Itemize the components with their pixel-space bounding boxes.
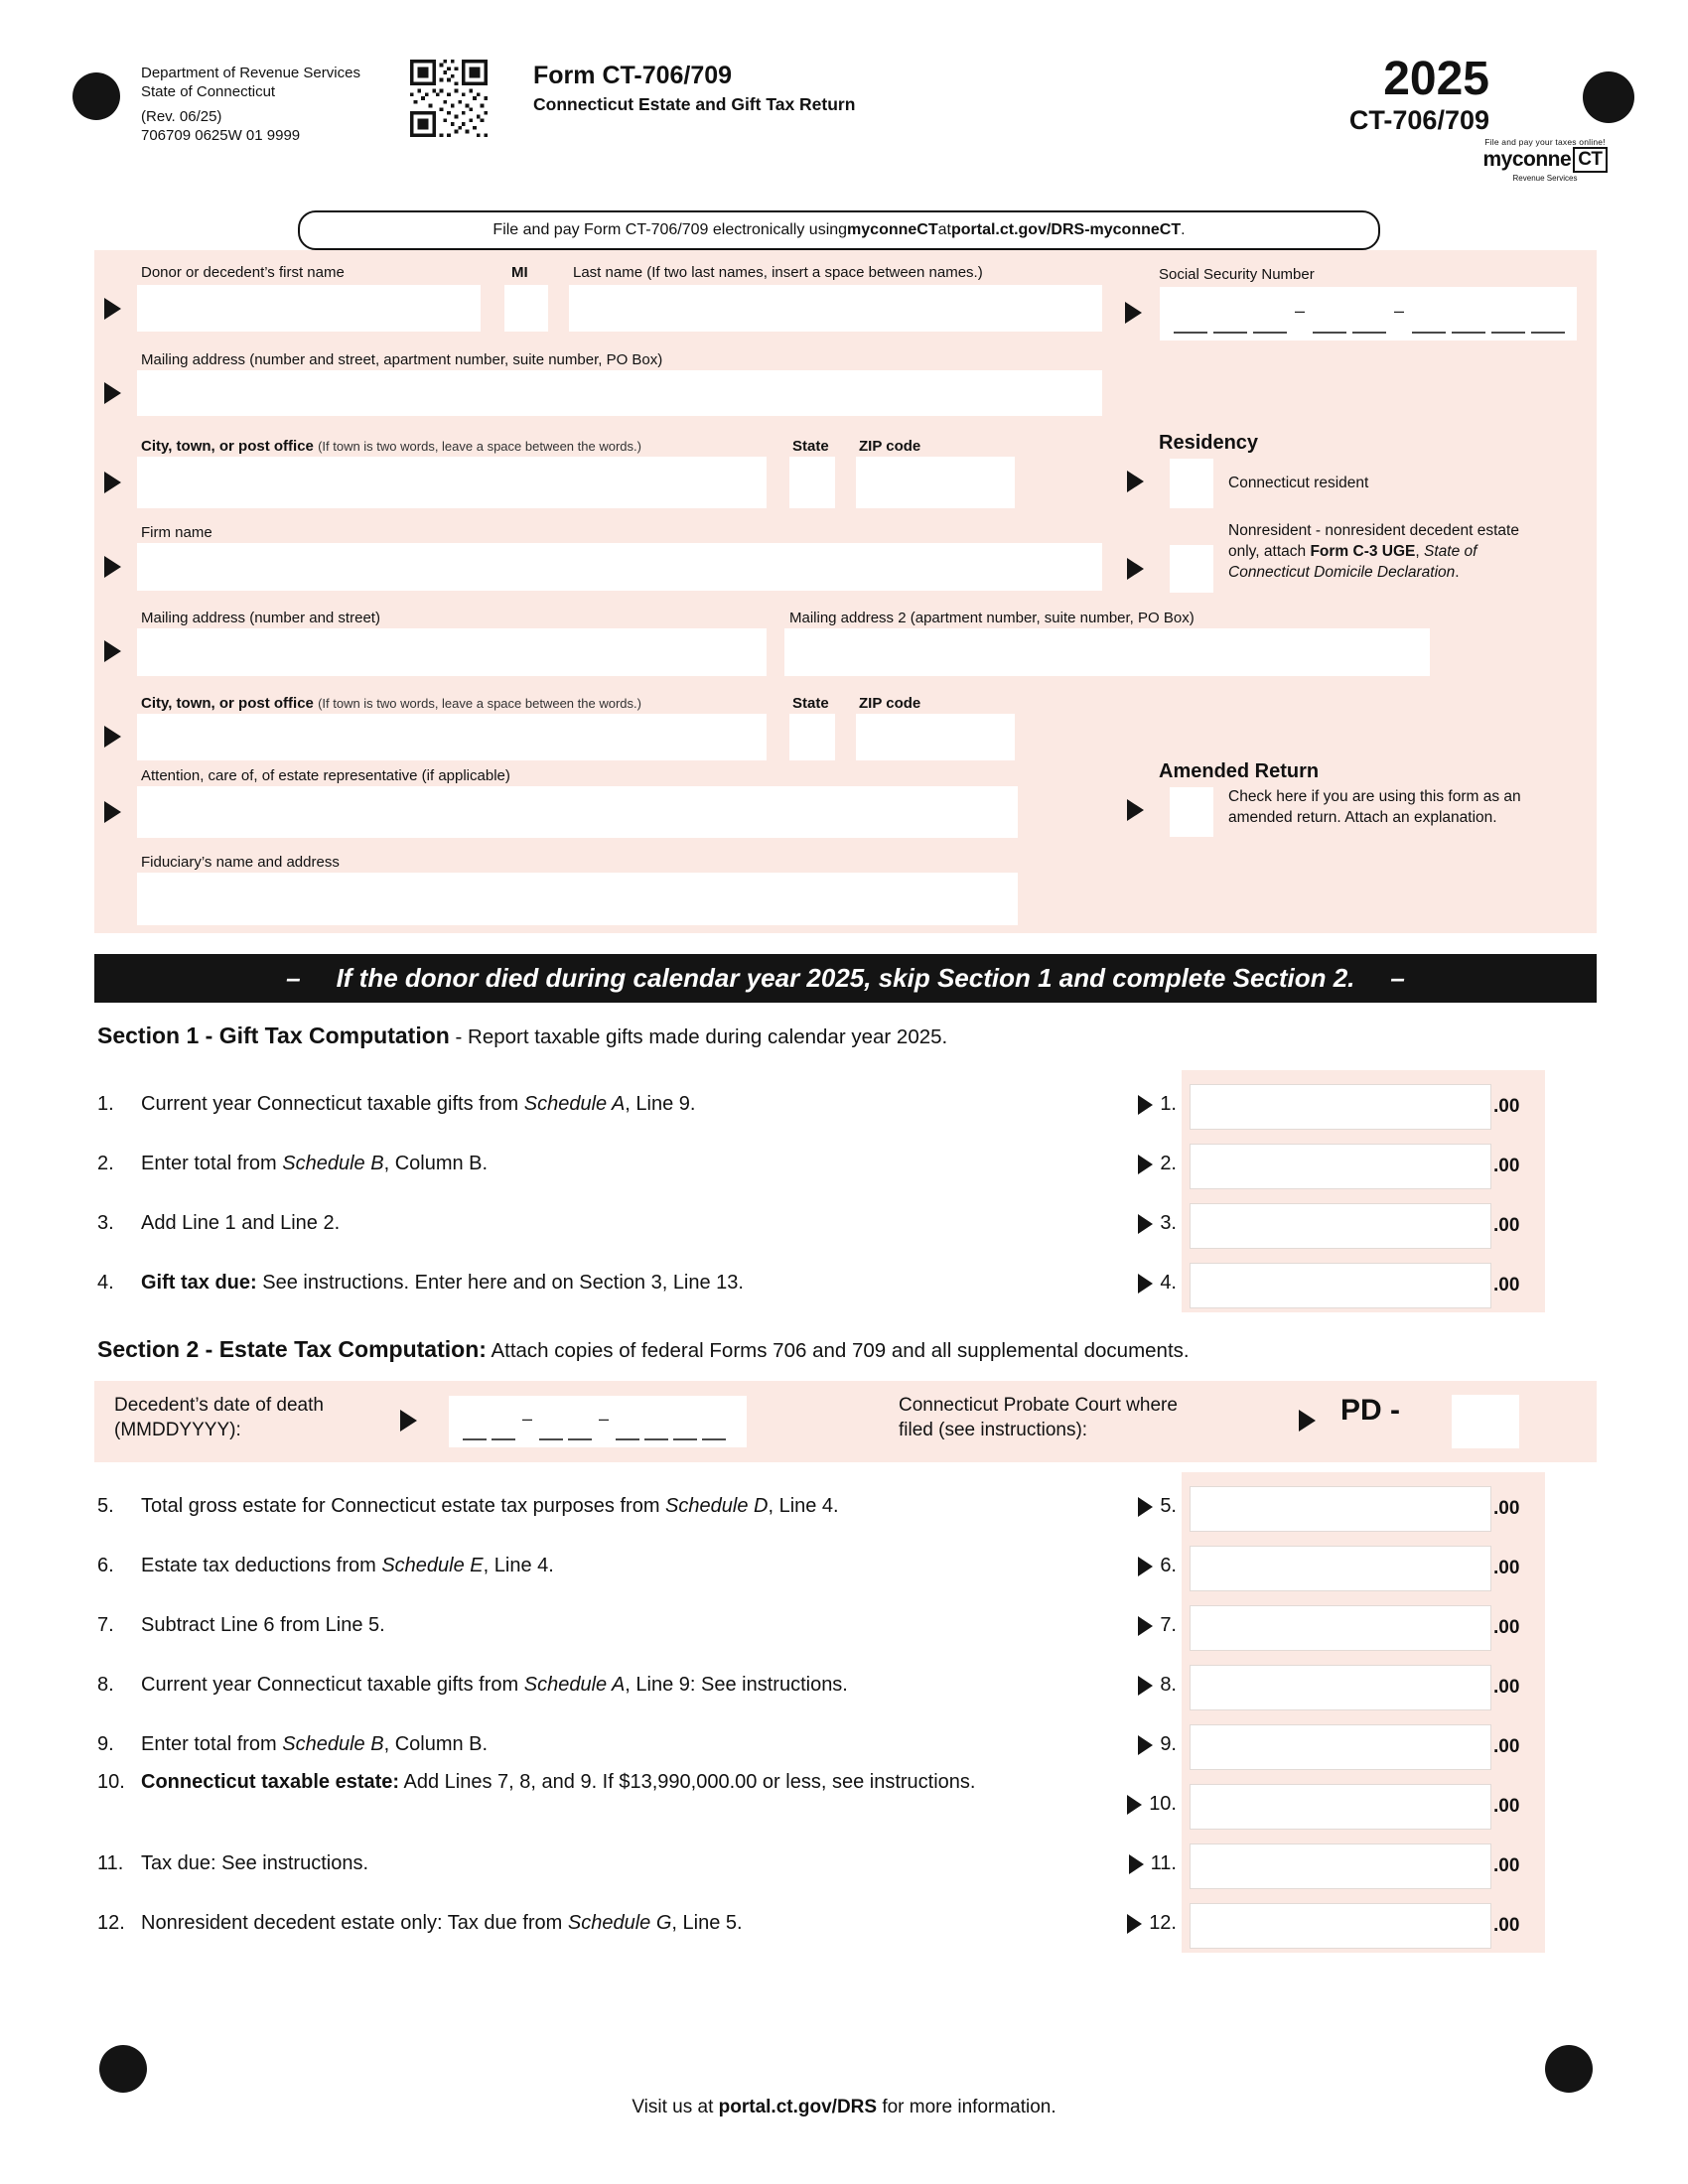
pointer-arrow-icon (1138, 1274, 1153, 1294)
line-text (141, 1731, 1080, 1758)
myconnect-brand-text: myconne (1482, 148, 1572, 171)
line-text (141, 1091, 1051, 1118)
digit-underscore (1313, 332, 1346, 334)
pointer-arrow-icon (1127, 1914, 1142, 1934)
digit-underscore (616, 1438, 639, 1440)
pointer-arrow-icon (104, 298, 121, 320)
line-item-10 (97, 1769, 1001, 1796)
line-2-marker (1091, 1153, 1177, 1175)
text-segment: Tax due: See instructions. (141, 1852, 369, 1874)
text-segment: for more information. (877, 2097, 1056, 2117)
nonresident-checkbox[interactable] (1170, 545, 1213, 593)
digit-underscore (539, 1438, 563, 1440)
text-segment: Enter total from (141, 1153, 283, 1174)
text-segment: (If town is two words, leave a space between the words.) (318, 696, 641, 711)
line-text (141, 1151, 1051, 1177)
cents-suffix: .00 (1493, 1677, 1520, 1698)
notice-text: If the donor died during calendar year 2025, skip Section 1 and complete Section 2. (336, 963, 1355, 993)
donor-died-notice (94, 954, 1597, 1003)
text-segment: Schedule D (665, 1495, 769, 1517)
cents-suffix: .00 (1493, 1915, 1520, 1936)
line-marker-number: 7. (1160, 1614, 1177, 1636)
form-subtitle: Connecticut Estate and Gift Tax Return (533, 94, 856, 114)
line-text (141, 1270, 1051, 1297)
cents-suffix: .00 (1493, 1156, 1520, 1176)
pointer-arrow-icon (1125, 302, 1142, 324)
amended-return-checkbox[interactable] (1170, 787, 1213, 837)
form-number: CT-706/709 (1348, 105, 1489, 135)
digit-underscore (463, 1438, 487, 1440)
firm-mailing-input[interactable] (137, 628, 767, 676)
line-number: 9. (97, 1733, 114, 1755)
text-segment: at (937, 221, 951, 238)
attention-label: Attention, care of, of estate representative (if applicable) (141, 767, 510, 784)
text-segment: . (1181, 221, 1186, 238)
section1-title: Section 1 - Gift Tax Computation (97, 1023, 450, 1048)
text-segment: Gift tax due: (141, 1272, 257, 1294)
myconnect-tagline: File and pay your taxes online! (1484, 137, 1606, 147)
myconnect-brand (1482, 147, 1607, 173)
line-marker-number: 3. (1160, 1212, 1177, 1234)
pointer-arrow-icon (1138, 1676, 1153, 1696)
line-item-2 (97, 1151, 1051, 1177)
line-9-marker (1091, 1733, 1177, 1756)
digit-underscore (644, 1438, 668, 1440)
line-marker-number: 10. (1149, 1793, 1177, 1815)
line-text (141, 1672, 1080, 1699)
zip-input[interactable] (856, 457, 1015, 508)
firm-mailing-label: Mailing address (number and street) (141, 610, 380, 626)
dash-separator: – (1394, 300, 1405, 321)
section2-title: Section 2 - Estate Tax Computation: (97, 1336, 487, 1362)
firm-name-input[interactable] (137, 543, 1102, 591)
digit-underscore (1174, 332, 1207, 334)
line-item-5 (97, 1493, 1080, 1520)
line-1-marker (1091, 1093, 1177, 1116)
line-text (141, 1910, 1080, 1937)
form-title: Form CT-706/709 (533, 62, 733, 89)
firm-zip-input[interactable] (856, 714, 1015, 760)
line-item-11 (97, 1850, 1080, 1877)
amended-return-title: Amended Return (1159, 760, 1320, 782)
text-segment: Schedule E (381, 1555, 484, 1576)
text-segment: Total gross estate for Connecticut estate tax purposes from (141, 1495, 666, 1517)
registration-mark-top-right (1583, 71, 1634, 123)
cents-suffix: .00 (1493, 1096, 1520, 1117)
line-marker-number: 8. (1160, 1674, 1177, 1696)
cents-suffix: .00 (1493, 1558, 1520, 1578)
pointer-arrow-icon (1138, 1557, 1153, 1576)
digit-underscore (1491, 332, 1525, 334)
text-segment: Add Line 1 and Line 2. (141, 1212, 341, 1234)
line-4-amount-input[interactable] (1190, 1263, 1491, 1308)
mi-label: MI (511, 264, 528, 281)
date-of-death-input[interactable] (449, 1396, 747, 1447)
digit-underscore (1253, 332, 1287, 334)
text-segment: Schedule A (523, 1093, 626, 1115)
line-11-marker (1091, 1852, 1177, 1875)
line-number: 6. (97, 1555, 114, 1576)
agency-name-line2: State of Connecticut (141, 83, 276, 100)
line-text (141, 1553, 1080, 1579)
residency-title: Residency (1159, 432, 1259, 454)
taxpayer-info-section (94, 250, 1597, 933)
cents-suffix: .00 (1493, 1855, 1520, 1876)
text-segment: State of Connecticut Domicile Declaration (1228, 543, 1477, 581)
line-12-marker (1091, 1912, 1177, 1935)
zip-label: ZIP code (859, 438, 921, 455)
cents-suffix: .00 (1493, 1617, 1520, 1638)
text-segment: , (1415, 543, 1424, 560)
footer-link[interactable]: portal.ct.gov/DRS (718, 2097, 878, 2117)
section2-subtitle: Attach copies of federal Forms 706 and 709 and all supplemental documents. (486, 1339, 1190, 1362)
registration-mark-top-left (72, 72, 120, 120)
line-marker-number: 4. (1160, 1272, 1177, 1294)
line-12-amount-input[interactable] (1190, 1903, 1491, 1949)
line-item-7 (97, 1612, 1080, 1639)
registration-mark-bottom-left (99, 2045, 147, 2093)
pointer-arrow-icon (1127, 1795, 1142, 1815)
nonresident-label (1228, 520, 1540, 583)
tax-year: 2025 (1383, 53, 1489, 105)
line-item-6 (97, 1553, 1080, 1579)
line-marker-number: 5. (1160, 1495, 1177, 1517)
qr-code (410, 60, 488, 137)
pointer-arrow-icon (1138, 1497, 1153, 1517)
line-marker-number: 1. (1160, 1093, 1177, 1115)
line-marker-number: 12. (1149, 1912, 1177, 1934)
digit-underscore (1213, 332, 1247, 334)
city-label (141, 438, 641, 456)
line-number: 12. (97, 1912, 125, 1934)
fiduciary-input[interactable] (137, 873, 1018, 925)
pointer-arrow-icon (104, 726, 121, 748)
text-segment: See instructions. Enter here and on Section 3, Line 13. (256, 1272, 744, 1294)
mailing-address-input[interactable] (137, 370, 1102, 416)
cents-suffix: .00 (1493, 1498, 1520, 1519)
line-10-marker (1091, 1793, 1177, 1816)
firm-state-label: State (792, 695, 829, 712)
efile-banner (298, 210, 1380, 250)
digit-underscore (568, 1438, 592, 1440)
text-segment: , Line 5. (671, 1912, 743, 1934)
line-text (141, 1612, 1080, 1639)
line-number: 11. (97, 1852, 124, 1874)
text-segment: Add Lines 7, 8, and 9. If $13,990,000.00 or less, see instructions. (399, 1771, 976, 1793)
decedent-info-band (94, 1381, 1597, 1462)
last-name-label: Last name (If two last names, insert a space between names.) (573, 264, 983, 281)
city-input[interactable] (137, 457, 767, 508)
line-item-4 (97, 1270, 1051, 1297)
line-text (141, 1210, 1051, 1237)
line-5-marker (1091, 1495, 1177, 1518)
digit-underscore (1531, 332, 1565, 334)
dash-separator: – (599, 1408, 610, 1429)
digit-underscore (1412, 332, 1446, 334)
cents-suffix: .00 (1493, 1275, 1520, 1296)
line-number: 3. (97, 1212, 114, 1234)
firm-mailing2-label: Mailing address 2 (apartment number, suite number, PO Box) (789, 610, 1195, 626)
line-marker-number: 6. (1160, 1555, 1177, 1576)
probate-court-label: Connecticut Probate Court where filed (see instructions): (899, 1395, 1178, 1440)
line-8-marker (1091, 1674, 1177, 1697)
line-11-amount-input[interactable] (1190, 1843, 1491, 1889)
pointer-arrow-icon (1138, 1095, 1153, 1115)
digit-underscore (492, 1438, 515, 1440)
text-segment: Nonresident decedent estate only: Tax due from (141, 1912, 568, 1934)
line-1-amount-input[interactable] (1190, 1084, 1491, 1130)
line-10-amount-input[interactable] (1190, 1784, 1491, 1830)
cents-suffix: .00 (1493, 1736, 1520, 1757)
firm-city-label (141, 695, 641, 713)
line-5-amount-input[interactable] (1190, 1486, 1491, 1532)
line-7-marker (1091, 1614, 1177, 1637)
pointer-arrow-icon (104, 382, 121, 404)
mailing-address-label: Mailing address (number and street, apartment number, suite number, PO Box) (141, 351, 663, 368)
form-barcode-number: 706709 0625W 01 9999 (141, 127, 301, 144)
text-segment: Nonresident - nonresident decedent estate only, attach (1228, 522, 1519, 560)
pointer-arrow-icon (104, 801, 121, 823)
ssn-input[interactable] (1160, 287, 1577, 341)
line-marker-number: 2. (1160, 1153, 1177, 1174)
line-6-marker (1091, 1555, 1177, 1577)
firm-zip-label: ZIP code (859, 695, 921, 712)
line-item-1 (97, 1091, 1051, 1118)
line-number: 4. (97, 1272, 114, 1294)
cents-suffix: .00 (1493, 1215, 1520, 1236)
text-segment: Schedule G (567, 1912, 672, 1934)
text-segment: , Line 4. (768, 1495, 839, 1517)
text-segment: Connecticut taxable estate: (141, 1771, 400, 1793)
notice-dash: – (286, 963, 301, 993)
text-segment: . (1455, 564, 1460, 581)
text-segment: portal.ct.gov/DRS-myconneCT (950, 221, 1182, 238)
pointer-arrow-icon (104, 472, 121, 493)
line-3-amount-input[interactable] (1190, 1203, 1491, 1249)
text-segment: , Column B. (383, 1733, 489, 1755)
probate-court-input[interactable] (1452, 1395, 1519, 1448)
fiduciary-label: Fiduciary’s name and address (141, 854, 340, 871)
revision-date: (Rev. 06/25) (141, 108, 222, 125)
pointer-arrow-icon (104, 640, 121, 662)
text-segment: myconneCT (847, 221, 938, 238)
date-of-death-label: Decedent’s date of death (MMDDYYYY): (114, 1395, 324, 1440)
ct-resident-checkbox[interactable] (1170, 459, 1213, 508)
text-segment: Schedule B (282, 1733, 384, 1755)
line-4-marker (1091, 1272, 1177, 1295)
line-2-amount-input[interactable] (1190, 1144, 1491, 1189)
text-segment: (If town is two words, leave a space between the words.) (318, 439, 641, 454)
ct-resident-label: Connecticut resident (1228, 475, 1369, 491)
firm-name-label: Firm name (141, 524, 212, 541)
pointer-arrow-icon (1127, 799, 1144, 821)
firm-mailing2-input[interactable] (784, 628, 1430, 676)
cents-suffix: .00 (1493, 1796, 1520, 1817)
probate-district-prefix: PD - (1340, 1394, 1400, 1427)
first-name-label: Donor or decedent’s first name (141, 264, 345, 281)
text-segment: , Line 9. (625, 1093, 696, 1115)
section1-subtitle: - Report taxable gifts made during calendar year 2025. (449, 1025, 948, 1048)
pointer-arrow-icon (1129, 1854, 1144, 1874)
notice-dash: – (1390, 963, 1405, 993)
pointer-arrow-icon (1138, 1214, 1153, 1234)
pointer-arrow-icon (1299, 1410, 1316, 1432)
line-item-8 (97, 1672, 1080, 1699)
text-segment: Current year Connecticut taxable gifts from (141, 1674, 524, 1696)
section2-heading (97, 1336, 1190, 1363)
text-segment: Form C-3 UGE (1310, 543, 1416, 560)
dash-separator: – (522, 1408, 533, 1429)
line-text (141, 1850, 1080, 1877)
text-segment: Visit us at (632, 2097, 719, 2117)
ct-state-outline-icon: CT (1573, 147, 1607, 173)
firm-city-input[interactable] (137, 714, 767, 760)
dash-separator: – (1295, 300, 1306, 321)
text-segment: Estate tax deductions from (141, 1555, 382, 1576)
digit-underscore (673, 1438, 697, 1440)
text-segment: , Line 4. (483, 1555, 554, 1576)
line-7-amount-input[interactable] (1190, 1605, 1491, 1651)
line-3-marker (1091, 1212, 1177, 1235)
line-number: 10. (97, 1771, 125, 1793)
pointer-arrow-icon (1138, 1735, 1153, 1755)
myconnect-sub: Revenue Services (1512, 174, 1578, 183)
attention-input[interactable] (137, 786, 1018, 838)
line-8-amount-input[interactable] (1190, 1665, 1491, 1710)
pointer-arrow-icon (1127, 471, 1144, 492)
amended-return-text: Check here if you are using this form as an amended return. Attach an explanation. (1228, 788, 1521, 826)
pointer-arrow-icon (400, 1410, 417, 1432)
line-item-9 (97, 1731, 1080, 1758)
pointer-arrow-icon (1138, 1155, 1153, 1174)
text-segment: City, town, or post office (141, 438, 314, 455)
pointer-arrow-icon (1138, 1616, 1153, 1636)
pointer-arrow-icon (104, 556, 121, 578)
line-6-amount-input[interactable] (1190, 1546, 1491, 1591)
firm-state-input[interactable] (789, 714, 835, 760)
myconnect-logo (1468, 137, 1622, 183)
text-segment: , Column B. (383, 1153, 489, 1174)
text-segment: Schedule B (282, 1153, 384, 1174)
text-segment: Current year Connecticut taxable gifts from (141, 1093, 524, 1115)
footer-text (0, 2097, 1688, 2118)
text-segment: File and pay Form CT-706/709 electronically using (492, 221, 848, 238)
line-number: 5. (97, 1495, 114, 1517)
state-input[interactable] (789, 457, 835, 508)
text-segment: City, town, or post office (141, 695, 314, 712)
line-item-12 (97, 1910, 1080, 1937)
line-9-amount-input[interactable] (1190, 1724, 1491, 1770)
line-item-3 (97, 1210, 1051, 1237)
ssn-label: Social Security Number (1159, 266, 1315, 283)
text-segment: Enter total from (141, 1733, 283, 1755)
line-marker-number: 11. (1150, 1852, 1177, 1874)
line-number: 1. (97, 1093, 114, 1115)
mi-input[interactable] (504, 285, 548, 332)
last-name-input[interactable] (569, 285, 1102, 332)
digit-underscore (1352, 332, 1386, 334)
line-number: 8. (97, 1674, 114, 1696)
text-segment: , Line 9: See instructions. (625, 1674, 848, 1696)
first-name-input[interactable] (137, 285, 481, 332)
text-segment: Schedule A (523, 1674, 626, 1696)
registration-mark-bottom-right (1545, 2045, 1593, 2093)
digit-underscore (1452, 332, 1485, 334)
line-number: 2. (97, 1153, 114, 1174)
text-segment: Subtract Line 6 from Line 5. (141, 1614, 385, 1636)
state-label: State (792, 438, 829, 455)
section1-heading (97, 1023, 947, 1049)
line-marker-number: 9. (1160, 1733, 1177, 1755)
agency-name-line1: Department of Revenue Services (141, 65, 360, 81)
line-number: 7. (97, 1614, 114, 1636)
line-text (141, 1493, 1080, 1520)
pointer-arrow-icon (1127, 558, 1144, 580)
digit-underscore (702, 1438, 726, 1440)
line-text (141, 1769, 1001, 1796)
